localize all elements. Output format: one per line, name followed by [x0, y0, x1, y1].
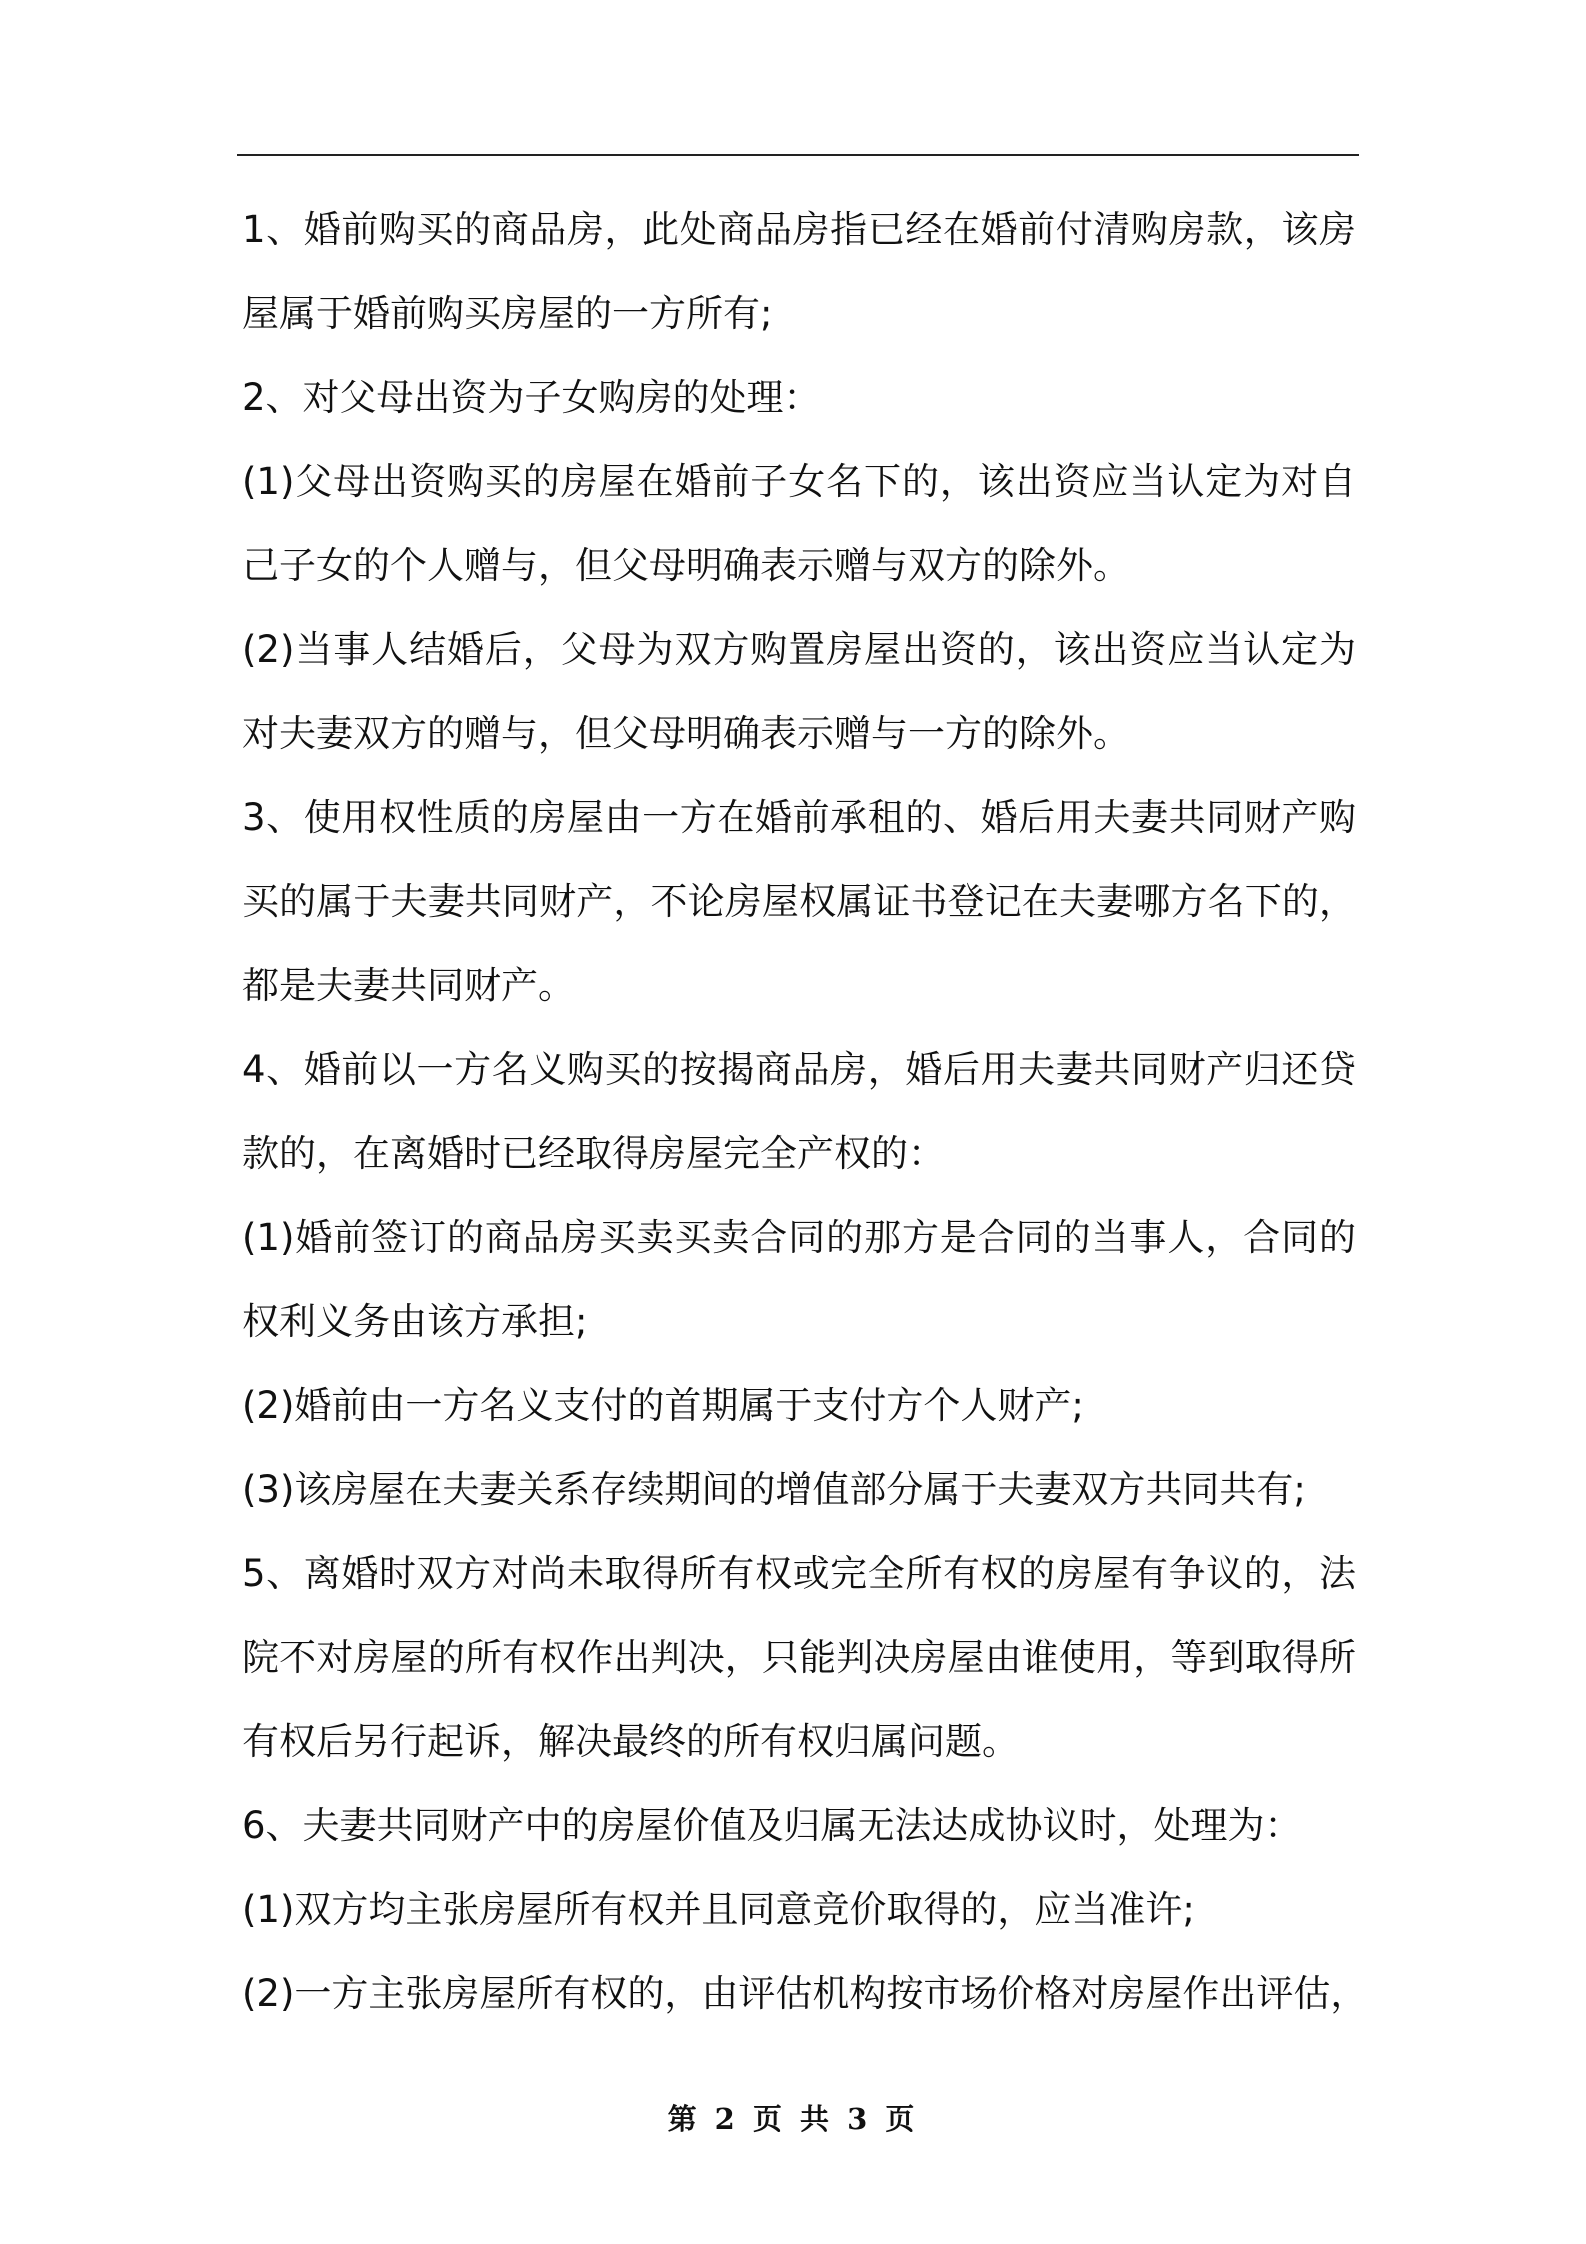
text-line: 5、离婚时双方对尚未取得所有权或完全所有权的房屋有争议的，法: [242, 1552, 1356, 1595]
text-line: 对夫妻双方的赠与，但父母明确表示赠与一方的除外。: [242, 712, 1130, 755]
page-number-footer: 第 2 页 共 3 页: [667, 2102, 919, 2136]
text-line: 权利义务由该方承担;: [242, 1300, 588, 1343]
text-line: (1)婚前签订的商品房买卖买卖合同的那方是合同的当事人，合同的: [242, 1216, 1356, 1259]
text-line: 6、夫妻共同财产中的房屋价值及归属无法达成协议时，处理为：: [242, 1804, 1302, 1847]
text-line: 都是夫妻共同财产。: [242, 964, 575, 1007]
text-line: (1)双方均主张房屋所有权并且同意竞价取得的，应当准许;: [242, 1888, 1195, 1931]
text-line: 4、婚前以一方名义购买的按揭商品房，婚后用夫妻共同财产归还贷: [242, 1048, 1356, 1091]
text-line: 1、婚前购买的商品房，此处商品房指已经在婚前付清购房款，该房: [242, 208, 1356, 251]
text-line: 3、使用权性质的房屋由一方在婚前承租的、婚后用夫妻共同财产购: [242, 796, 1356, 839]
text-line: 2、对父母出资为子女购房的处理：: [242, 376, 821, 419]
text-line: 有权后另行起诉，解决最终的所有权归属问题。: [242, 1720, 1019, 1763]
text-line: (2)婚前由一方名义支付的首期属于支付方个人财产;: [242, 1384, 1084, 1427]
text-line: (2)一方主张房屋所有权的，由评估机构按市场价格对房屋作出评估，: [242, 1972, 1368, 2015]
text-line: 院不对房屋的所有权作出判决，只能判决房屋由谁使用，等到取得所: [242, 1636, 1356, 1679]
header-rule: [237, 154, 1359, 156]
text-line: 款的，在离婚时已经取得房屋完全产权的：: [242, 1132, 945, 1175]
document-body: [242, 188, 1368, 2036]
text-line: 己子女的个人赠与，但父母明确表示赠与双方的除外。: [242, 544, 1130, 587]
text-line: (3)该房屋在夫妻关系存续期间的增值部分属于夫妻双方共同共有;: [242, 1468, 1306, 1511]
text-line: 屋属于婚前购买房屋的一方所有;: [242, 292, 773, 335]
text-line: (1)父母出资购买的房屋在婚前子女名下的，该出资应当认定为对自: [242, 460, 1356, 503]
text-line: 买的属于夫妻共同财产，不论房屋权属证书登记在夫妻哪方名下的，: [242, 880, 1356, 923]
text-line: (2)当事人结婚后，父母为双方购置房屋出资的，该出资应当认定为: [242, 628, 1356, 671]
